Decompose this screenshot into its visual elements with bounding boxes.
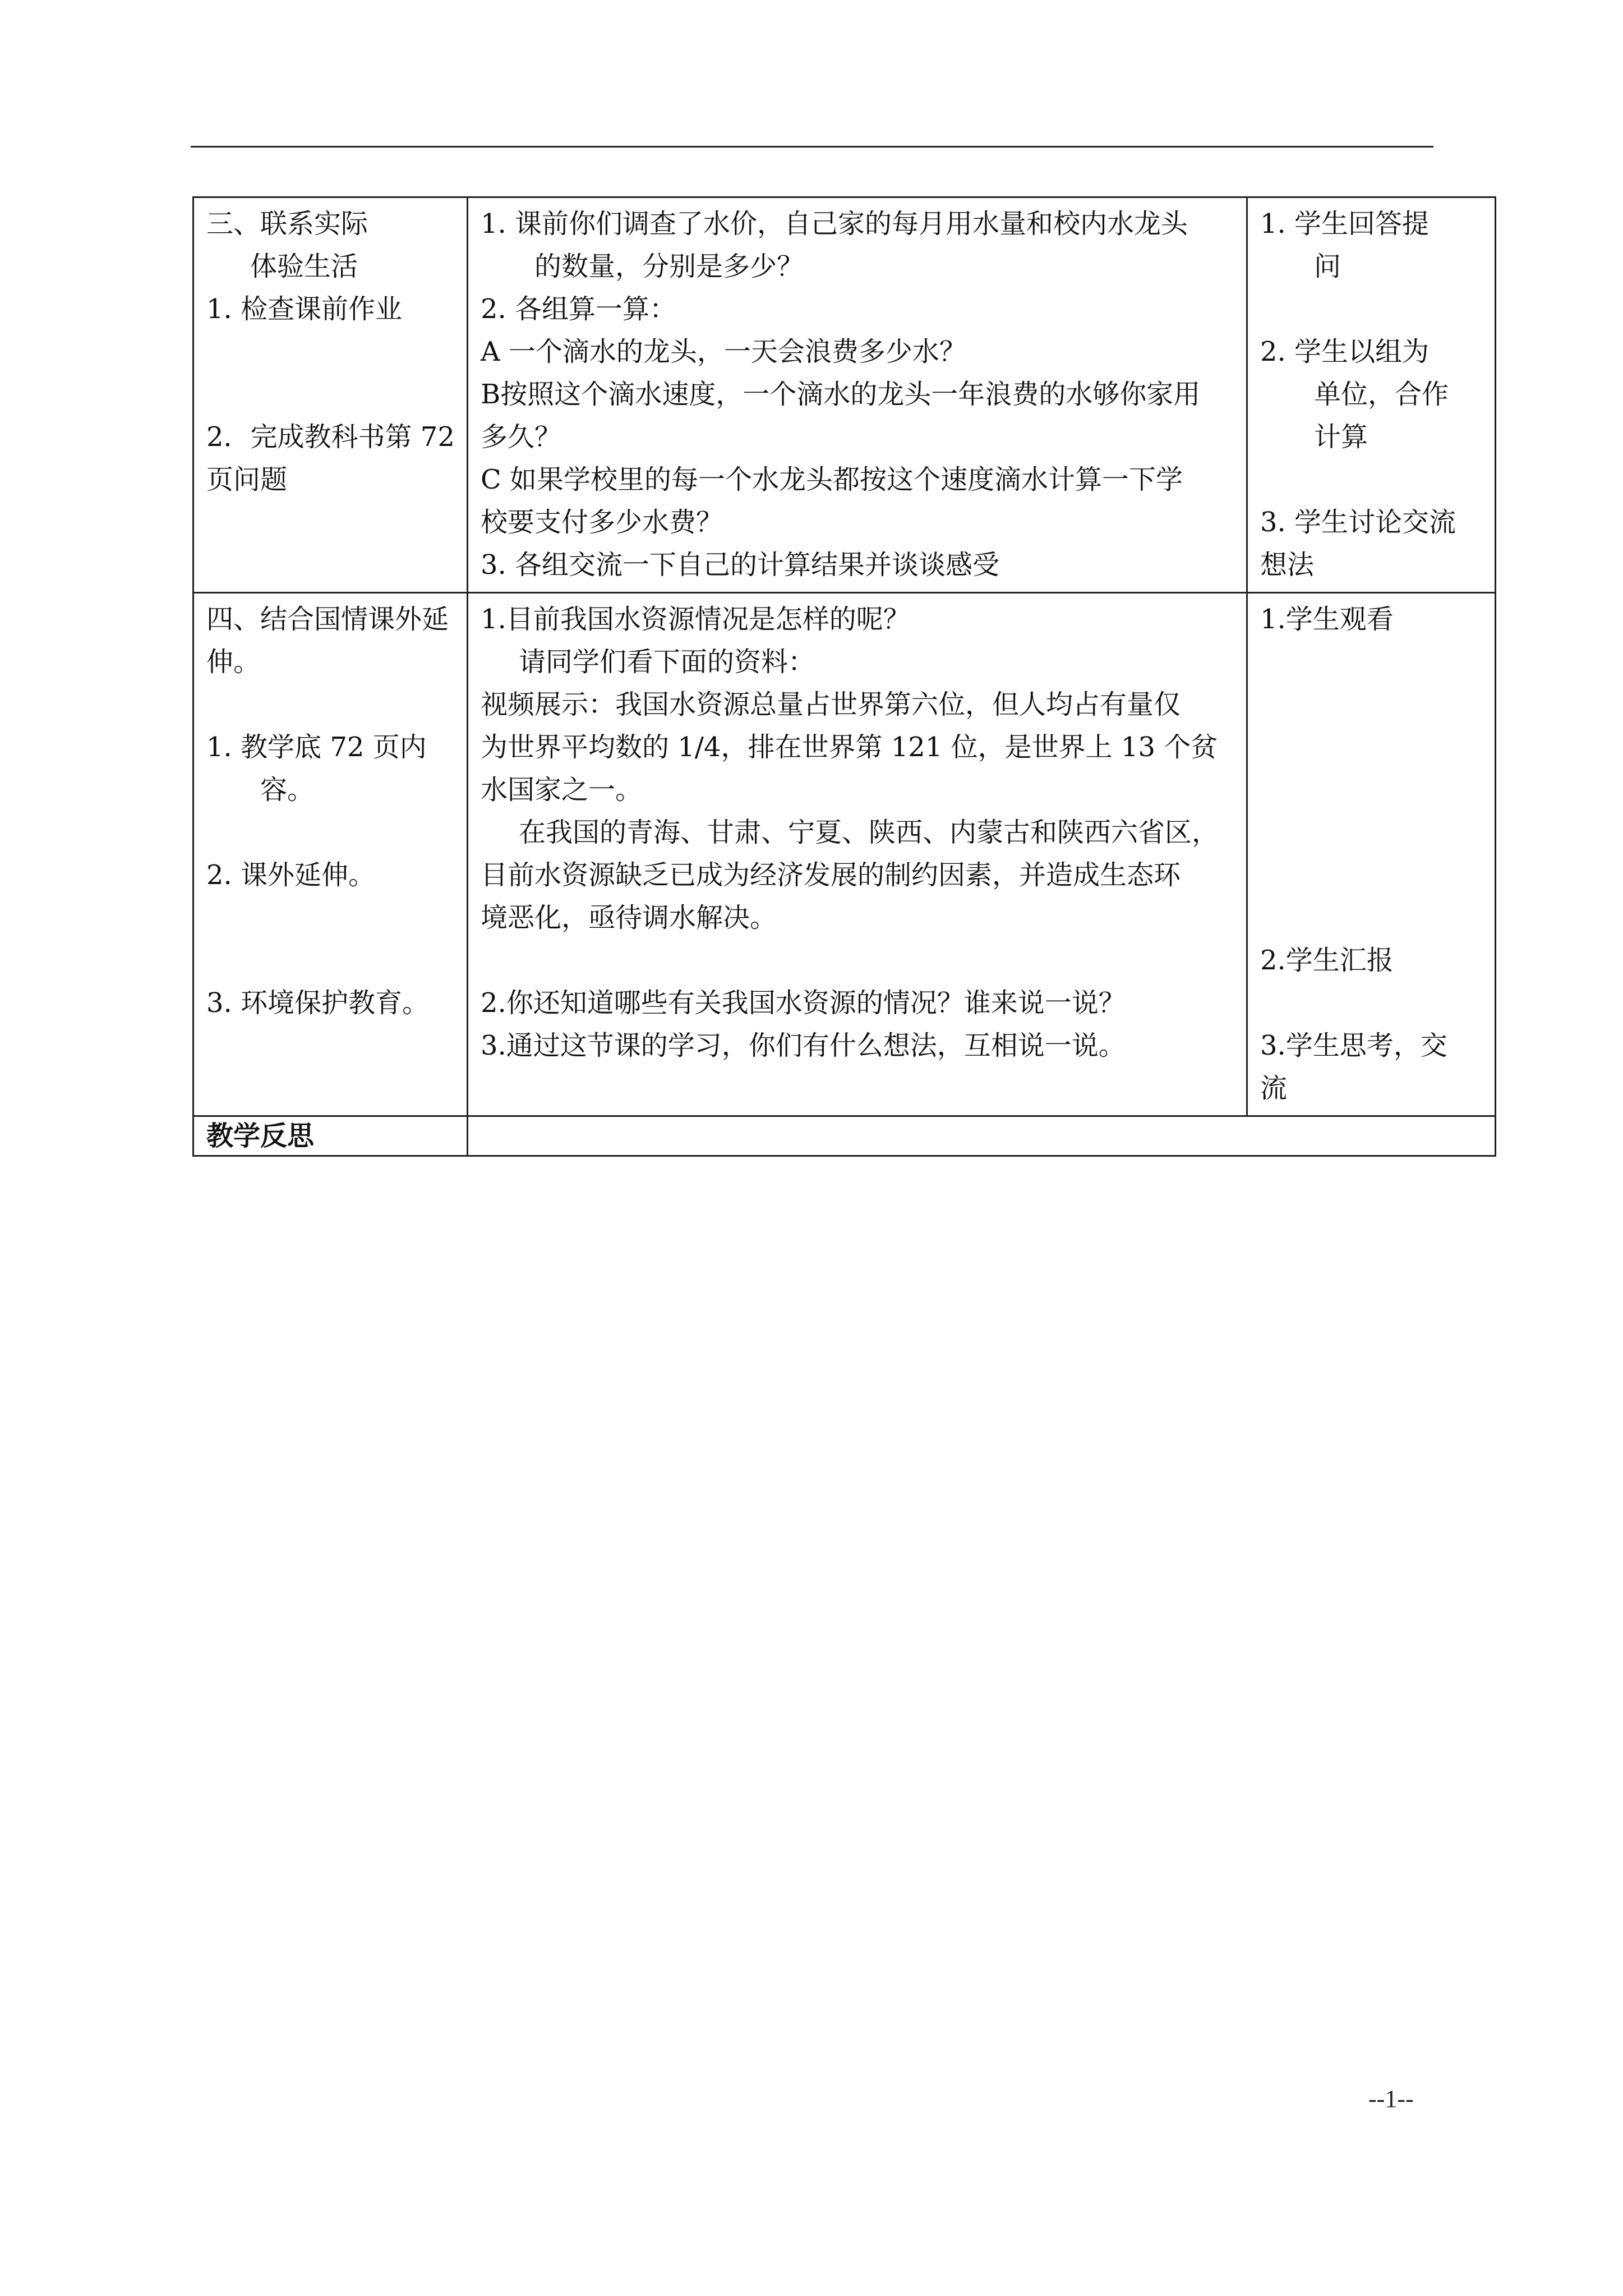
text-line: 1.学生观看: [1260, 604, 1394, 635]
step-item: 1. 教学底 72 页内: [206, 731, 427, 763]
step-item: 2. 课外延伸。: [206, 859, 376, 891]
student-activity-cell: [1247, 197, 1496, 593]
text-line: 请同学们看下面的资料：: [519, 646, 815, 678]
step-cell: [193, 197, 468, 593]
step-item: 3. 环境保护教育。: [206, 987, 430, 1019]
text-line: 3.通过这节课的学习，你们有什么想法，互相说一说。: [481, 1030, 1126, 1061]
step-subheading: 体验生活: [250, 251, 358, 282]
text-line: 问: [1314, 251, 1341, 282]
student-activity-cell: [1247, 593, 1496, 1116]
text-line: 计算: [1314, 421, 1368, 453]
text-line: 水国家之一。: [481, 774, 643, 806]
text-line: 3.学生思考，交: [1260, 1030, 1447, 1061]
step-cell: [193, 593, 468, 1116]
text-line: 1. 课前你们调查了水价，自己家的每月用水量和校内水龙头: [481, 208, 1188, 240]
text-line: 流: [1260, 1073, 1288, 1104]
step-item: 2．完成教科书第 72: [206, 421, 455, 453]
text-line: 2.你还知道哪些有关我国水资源的情况？谁来说一说？: [481, 987, 1126, 1019]
table-row: [193, 1116, 1496, 1156]
step-item: 1. 检查课前作业: [206, 293, 403, 325]
text-line: 3. 各组交流一下自己的计算结果并谈谈感受: [481, 549, 1000, 581]
text-line: B按照这个滴水速度，一个滴水的龙头一年浪费的水够你家用: [481, 379, 1201, 410]
teacher-activity-cell: [468, 593, 1247, 1116]
lesson-plan-table: [192, 196, 1496, 1157]
reflection-content: [468, 1116, 1496, 1156]
step-heading: 三、联系实际: [206, 208, 368, 240]
table-row: [193, 197, 1496, 593]
text-line: 在我国的青海、甘肃、宁夏、陕西、内蒙古和陕西六省区，: [519, 817, 1219, 848]
text-line: 2. 各组算一算：: [481, 293, 677, 325]
table-row: [193, 593, 1496, 1116]
reflection-label: 教学反思: [193, 1116, 468, 1156]
text-line: 2.学生汇报: [1260, 945, 1394, 976]
text-line: A 一个滴水的龙头，一天会浪费多少水？: [481, 336, 966, 367]
page-number: --1--: [1368, 2085, 1414, 2113]
header-rule: [191, 146, 1433, 148]
step-item: 页问题: [206, 464, 288, 495]
text-line: 想法: [1260, 549, 1315, 581]
text-line: 视频展示：我国水资源总量占世界第六位，但人均占有量仅: [481, 689, 1181, 720]
step-heading: 伸。: [206, 646, 261, 678]
text-line: 单位，合作: [1314, 379, 1449, 410]
text-line: 校要支付多少水费？: [481, 507, 723, 538]
text-line: 目前水资源缺乏已成为经济发展的制约因素，并造成生态环: [481, 859, 1181, 891]
step-heading: 四、结合国情课外延: [206, 604, 449, 635]
step-item: 容。: [260, 774, 315, 806]
text-line: 1. 学生回答提: [1260, 208, 1430, 240]
text-line: 1.目前我国水资源情况是怎样的呢？: [481, 604, 910, 635]
text-line: 2. 学生以组为: [1260, 336, 1430, 367]
text-line: 3. 学生讨论交流: [1260, 507, 1456, 538]
text-line: 的数量，分别是多少？: [534, 251, 804, 282]
text-line: 境恶化，亟待调水解决。: [481, 902, 777, 933]
text-line: C 如果学校里的每一个水龙头都按这个速度滴水计算一下学: [481, 464, 1183, 495]
text-line: 为世界平均数的 1/4，排在世界第 121 位，是世界上 13 个贫: [481, 731, 1218, 763]
teacher-activity-cell: [468, 197, 1247, 593]
text-line: 多久？: [481, 421, 562, 453]
